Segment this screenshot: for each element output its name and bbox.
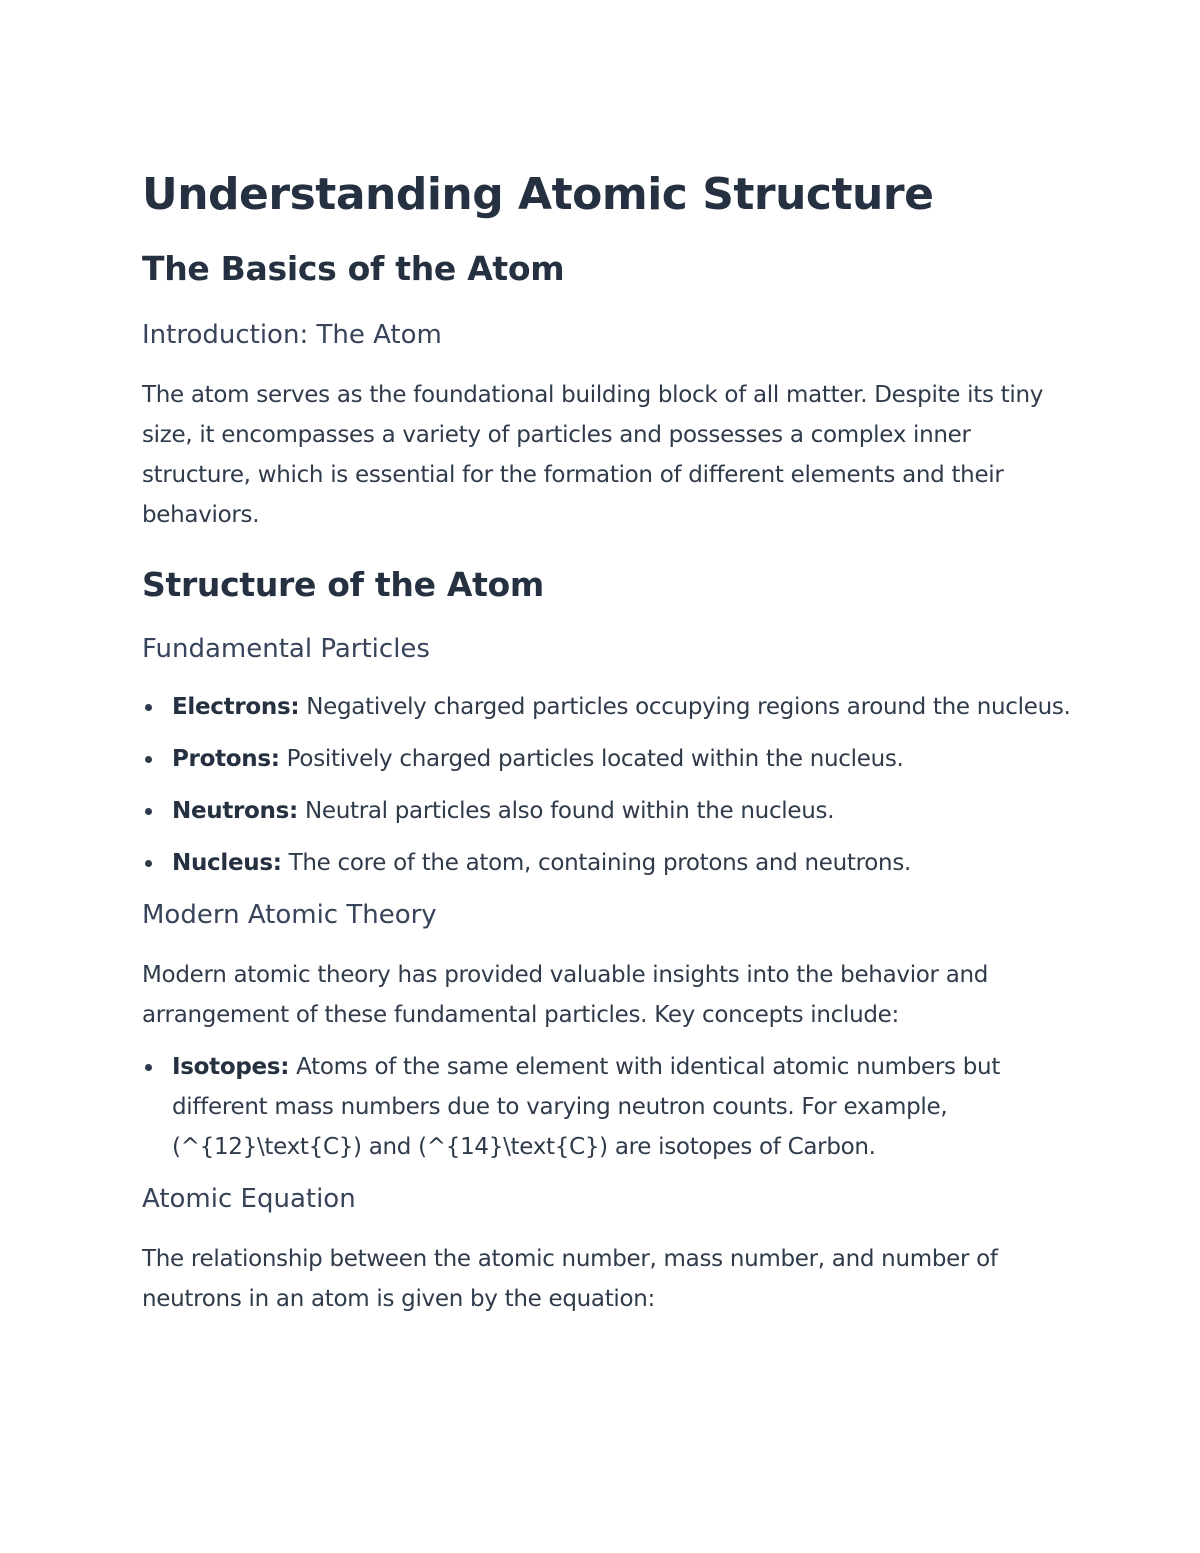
list-item-text: Negatively charged particles occupying regions around the nucleus. — [299, 694, 1071, 720]
key-concepts-list — [142, 1047, 1072, 1167]
list-item — [142, 1047, 1072, 1167]
section-heading-basics: The Basics of the Atom — [142, 249, 565, 288]
document-title: Understanding Atomic Structure — [142, 169, 934, 220]
list-item-text: Neutral particles also found within the nucleus. — [297, 798, 835, 824]
list-item-term: Neutrons: — [172, 798, 298, 824]
list-item — [142, 687, 1072, 727]
list-item — [142, 791, 1072, 831]
list-item-term: Electrons: — [172, 694, 300, 720]
list-item-text: Positively charged particles located within the nucleus. — [279, 746, 904, 772]
list-item-term: Nucleus: — [172, 850, 282, 876]
modern-theory-paragraph: Modern atomic theory has provided valuable insights into the behavior and arrangement of these fundamental particles. Key concepts include: — [142, 962, 989, 1028]
subheading-modern-atomic-theory: Modern Atomic Theory — [142, 900, 437, 930]
list-item-term: Protons: — [172, 746, 280, 772]
section-heading-structure: Structure of the Atom — [142, 565, 545, 604]
list-item-text: The core of the atom, containing protons and neutrons. — [281, 850, 912, 876]
list-item — [142, 843, 1072, 883]
list-item-text: Atoms of the same element with identical atomic numbers but different mass numbers due to varying neutron counts. For example, (^{12}\text{C}) and (^{14}\text{C}) are isotopes of Carbon. — [172, 1054, 1001, 1160]
list-item — [142, 739, 1072, 779]
document-page — [142, 165, 1072, 1319]
intro-paragraph: The atom serves as the foundational building block of all matter. Despite its tiny size, it encompasses a variety of particles and possesses a complex inner structure, which is essential for the formation of different elements and their behaviors. — [142, 382, 1044, 528]
particles-list — [142, 687, 1072, 883]
subheading-fundamental-particles: Fundamental Particles — [142, 634, 430, 664]
list-item-term: Isotopes: — [172, 1054, 290, 1080]
subheading-atomic-equation: Atomic Equation — [142, 1184, 356, 1214]
equation-paragraph: The relationship between the atomic number, mass number, and number of neutrons in an atom is given by the equation: — [142, 1246, 998, 1312]
subheading-introduction: Introduction: The Atom — [142, 320, 442, 350]
